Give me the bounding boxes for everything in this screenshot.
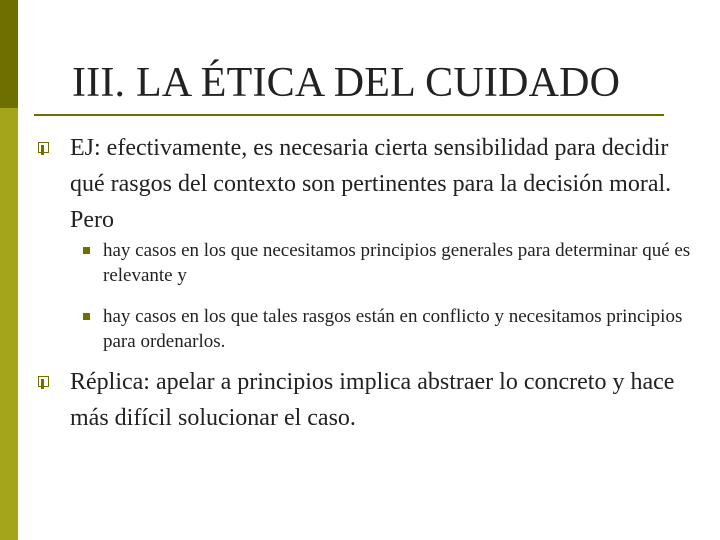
square-p-bullet-icon [38, 376, 49, 387]
accent-bar-bottom [0, 108, 18, 540]
square-bullet-icon [83, 313, 90, 320]
title-underline [34, 114, 664, 116]
square-bullet-icon [83, 247, 90, 254]
bullet-2-text: Réplica: apelar a principios implica abstraer lo concreto y hace más difícil solucionar el caso. [70, 369, 675, 431]
slide-title: III. LA ÉTICA DEL CUIDADO [72, 60, 621, 106]
sub-bullet-1-text: hay casos en los que necesitamos principios generales para determinar qué es relevante y [103, 240, 691, 286]
sub-bullet-2-text: hay casos en los que tales rasgos están en conflicto y necesitamos principios para ordenarlos. [103, 306, 683, 352]
bullet-1-text: EJ: efectivamente, es necesaria cierta sensibilidad para decidir qué rasgos del contexto son pertinentes para la decisión moral. Pero [70, 135, 672, 233]
square-p-bullet-icon [38, 142, 49, 153]
accent-bar-top [0, 0, 18, 108]
